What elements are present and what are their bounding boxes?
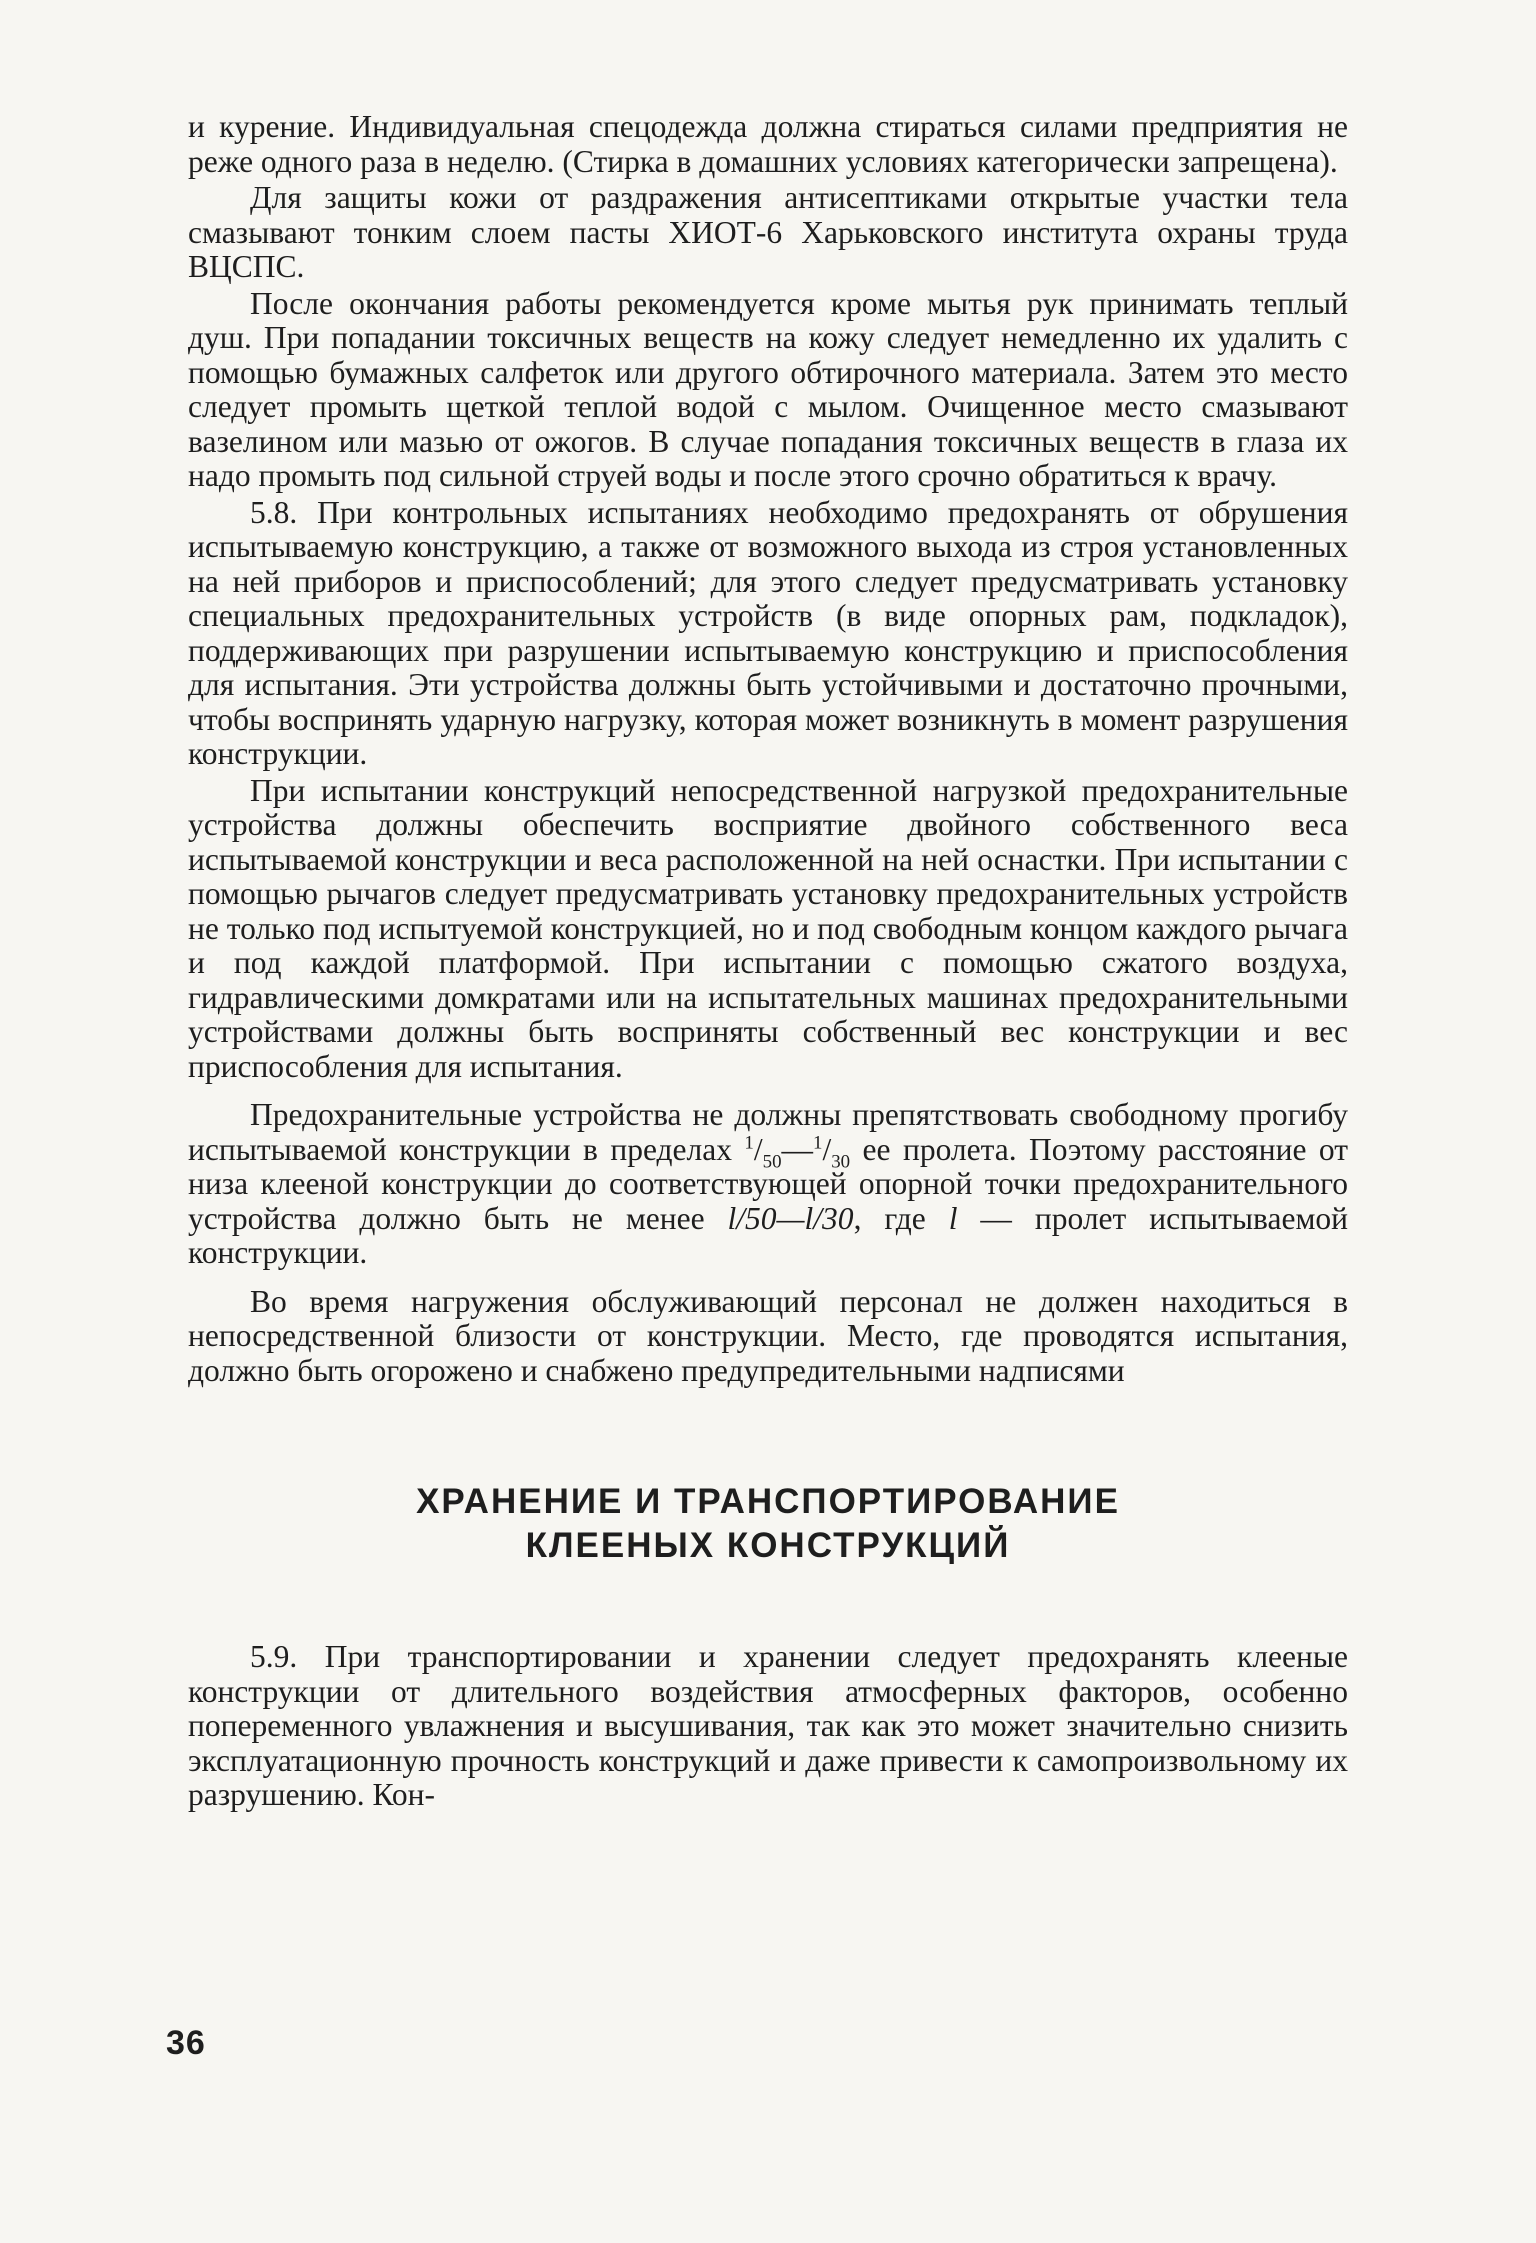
fraction-2-denominator: 30 (831, 1150, 851, 1172)
deflection-text-1: Предохранительные устройства не должны препятствовать свободному прогибу испытываемой конструкции в пределах (188, 1097, 1348, 1167)
paragraph-after-work: После окончания работы рекомендуется кроме мытья рук принимать теплый душ. При попадании токсичных веществ на кожу следует немедленно их удалить с помощью бумажных салфеток или другого обтирочного материала. Затем это место следует промыть щеткой теплой водой с мылом. Очищенное место смазывают вазелином или мазью от ожогов. В случае попадания токсичных веществ в глаза их надо промыть под сильной струей воды и после этого срочно обратиться к врачу. (188, 285, 1348, 493)
document-page (188, 110, 1348, 1813)
paragraph-personnel: Во время нагружения обслуживающий персонал не должен находиться в непосредственной близости от конструкции. Место, где проводятся испытания, должно быть огорожено и снабжено предупредительными надписями (188, 1283, 1348, 1388)
deflection-text-4: — пролет испытываемой конструкции. (188, 1200, 1348, 1270)
deflection-text-3: , где (853, 1200, 949, 1236)
fraction-dash: — (781, 1131, 814, 1167)
section-heading-line-2: КЛЕЕНЫХ КОНСТРУКЦИЙ (525, 1526, 1011, 1565)
section-heading-line-1: ХРАНЕНИЕ И ТРАНСПОРТИРОВАНИЕ (416, 1482, 1120, 1521)
fraction-1-denominator: 50 (762, 1150, 782, 1172)
paragraph-load-testing: При испытании конструкций непосредственной нагрузкой предохранительные устройства должны обеспечить восприятие двойного собственного веса испытываемой конструкции и веса расположенной на ней оснастки. При испытании с помощью рычагов следует предусматривать установку предохранительных устройств не только под испытуемой конструкцией, но и под свободным концом каждого рычага и под каждой платформой. При испытании с помощью сжатого воздуха, гидравлическими домкратами или на испытательных машинах предохранительными устройствами должны быть восприняты собственный вес конструкции и вес приспособления для испытания. (188, 772, 1348, 1084)
paragraph-deflection: Предохранительные устройства не должны препятствовать свободному прогибу испытываемой конструкции в пределах $^1/_{50}—^1/_{30}$ ее пролета. Поэтому расстояние от низа клееной конструкции до соответствующей опорной точки предохранительного устройства должно быть не менее l/50—l/30, где l — пролет испытываемой конструкции. (188, 1097, 1348, 1270)
paragraph-hygiene: и курение. Индивидуальная спецодежда должна стираться силами предприятия не реже одного раза в неделю. (Стирка в домашних условиях категорически запрещена). (188, 109, 1348, 179)
paragraph-skin-protection: Для защиты кожи от раздражения антисептиками открытые участки тела смазывают тонким слоем пасты ХИОТ-6 Харьковского института охраны труда ВЦСПС. (188, 180, 1348, 284)
paragraph-5-8: 5.8. При контрольных испытаниях необходимо предохранять от обрушения испытываемую конструкцию, а также от возможного выхода из строя установленных на ней приборов и приспособлений; для этого следует предусматривать установку специальных предохранительных устройств (в виде опорных рам, подкладок), поддерживающих при разрушении испытываемую конструкцию и приспособления для испытания. Эти устройства должны быть устойчивыми и достаточно прочными, чтобы воспринять ударную нагрузку, которая может возникнуть в момент разрушения конструкции. (188, 494, 1348, 771)
span-expression: l/50—l/30 (727, 1200, 854, 1236)
fraction-1-numerator: 1 (744, 1132, 754, 1153)
deflection-text-2: ее пролета. Поэтому расстояние от низа клееной конструкции до соответствующей опорной точки предохранительного устройства должно быть не менее (188, 1131, 1348, 1236)
span-variable: l (948, 1200, 958, 1236)
paragraph-5-9: 5.9. При транспортировании и хранении следует предохранять клееные конструкции от длительного воздействия атмосферных факторов, особенно попеременного увлажнения и высушивания, так как это может значительно снизить эксплуатационную прочность конструкций и даже привести к самопроизвольному их разрушению. Кон- (188, 1639, 1348, 1812)
section-heading (188, 1480, 1348, 1568)
page-number: 36 (166, 2024, 206, 2062)
fraction-2-numerator: 1 (813, 1132, 823, 1153)
